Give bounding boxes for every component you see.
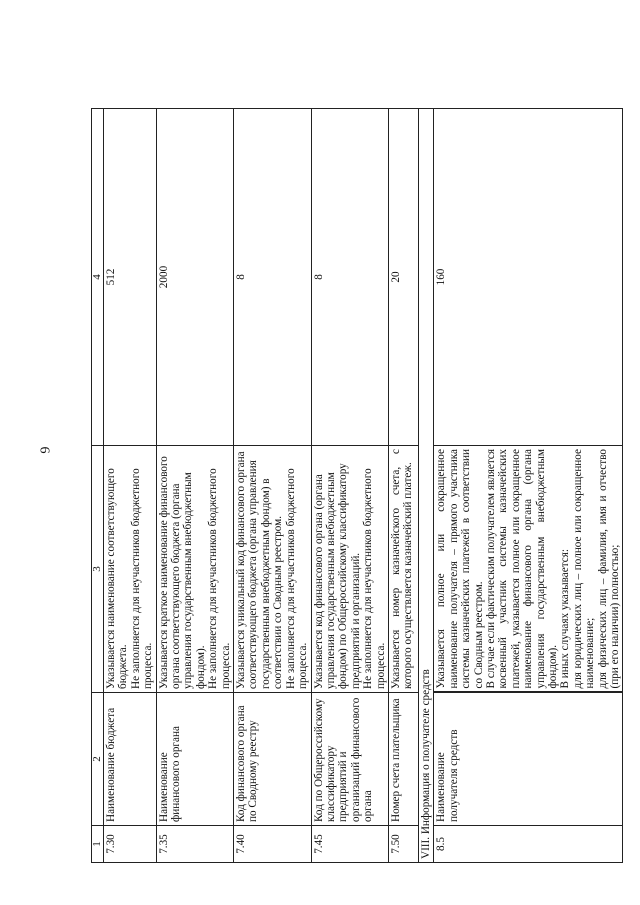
- row-number: 7.50: [388, 826, 418, 863]
- row-number: 7.35: [156, 826, 233, 863]
- row-description: Указывается уникальный код финансового органа соответствующего бюджета (органа управления государственным внебюджетным фондом) в соответствии со Сводным реестром. Не заполняется для неучастников бюджетного процесса.: [234, 446, 311, 693]
- table-row: [104, 58, 157, 863]
- row-length: 2000: [156, 109, 233, 446]
- table-header-row: [92, 58, 104, 863]
- row-field-name: Наименование бюджета: [104, 693, 157, 826]
- row-length: 20: [388, 109, 418, 446]
- row-field-name: Код по Общероссийскому классификатору предприятий и организаций финансового органа: [311, 693, 388, 826]
- row-number: 7.45: [311, 826, 388, 863]
- table-row: [434, 58, 623, 863]
- table-row: [234, 58, 311, 863]
- row-description: Указывается полное или сокращенное наименование получателя – прямого участника системы казначейских платежей в соответствии со Сводным реестром. В случае если фактическим получателем является косвенный участник системы казначейских платежей, указывается полное или сокращенное наименование финансового органа (органа управления государственным внебюджетным фондом). В иных случаях указывается: для юридических лиц – полное или сокращенное наименование; для физических лиц – фамилия, имя и отчество (при его наличии) полностью;: [434, 446, 623, 693]
- header-col-2: 2: [92, 693, 104, 826]
- header-col-1: 1: [92, 826, 104, 863]
- table-row: [311, 58, 388, 863]
- fields-table: [91, 57, 623, 863]
- row-description: Указывается краткое наименование финансового органа соответствующего бюджета (органа управления государственным внебюджетным фондом). Не заполняется для неучастников бюджетного процесса.: [156, 446, 233, 693]
- row-field-name: Наименование финансового органа: [156, 693, 233, 826]
- row-field-name: Код финансового органа по Сводному реестру: [234, 693, 311, 826]
- row-number: 7.40: [234, 826, 311, 863]
- rotated-table-area: [91, 58, 622, 863]
- row-description: Указывается наименование соответствующего бюджета. Не заполняется для неучастников бюджетного процесса.: [104, 446, 157, 693]
- row-description: Указывается номер казначейского счета, с которого осуществляется казначейский платеж.: [388, 446, 418, 693]
- row-description: Указывается код финансового органа (органа управления государственным внебюджетным фондом) по Общероссийскому классификатору предприятий и организаций. Не заполняется для неучастников бюджетного процесса.: [311, 446, 388, 693]
- table-row: [156, 58, 233, 863]
- row-number: 7.30: [104, 826, 157, 863]
- row-length: 8: [311, 109, 388, 446]
- header-col-4: 4: [92, 109, 104, 446]
- row-length: 8: [234, 109, 311, 446]
- header-col-3: 3: [92, 446, 104, 693]
- row-field-name: Номер счета плательщика: [388, 693, 418, 826]
- row-field-name: Наименование получателя средств: [434, 693, 623, 826]
- row-length: 160: [434, 109, 623, 446]
- row-length: 512: [104, 109, 157, 446]
- section-title: VIII. Информация о получателе средств: [418, 109, 433, 863]
- table-row: [388, 58, 418, 863]
- row-number: 8.5: [434, 826, 623, 863]
- section-row: [418, 58, 433, 863]
- page-number: 6: [36, 446, 52, 454]
